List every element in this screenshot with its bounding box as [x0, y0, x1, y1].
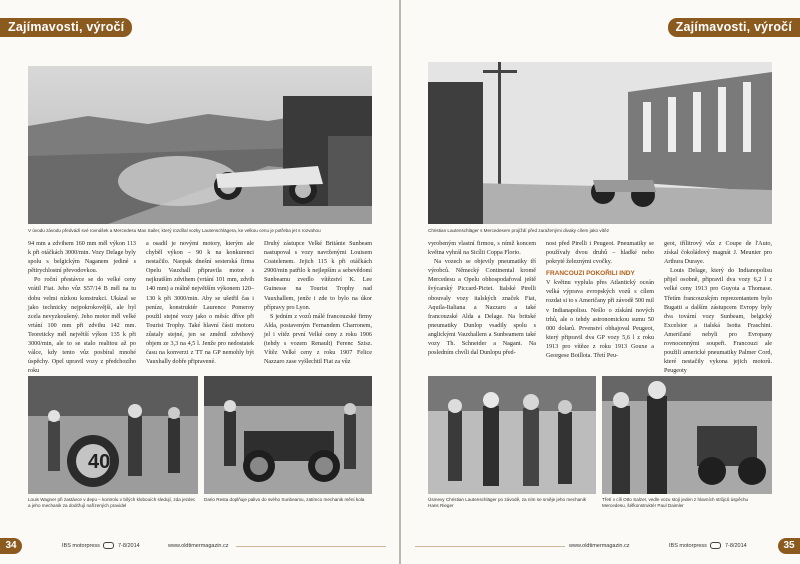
paragraph: 94 mm a zdvihem 160 mm měl výkon 113 k při otáčkách 3000/min. Vozy Delage byly spolu s belgickým Naganem jediné s pětirychlostní převodovkou.	[28, 241, 136, 275]
photo-caption: Louis Wagner při zastávce v depu – kontrolu v bílých klobouích sledují, zda jezdec a jeho mechanik za dodržují nařízených pravidel	[28, 497, 196, 508]
svg-text:40: 40	[88, 451, 111, 473]
magazine-name: IBS motorpress	[669, 543, 707, 549]
text-column-1	[428, 240, 536, 358]
refuel-photo	[204, 376, 372, 494]
photo-caption: V úvodu závodu předvádí své rovnášek a Mercedesu Max Sailer, který rozdílal vozky Lautenschlägera, ke velkou cenu je potřeba jet s rozvahou	[28, 228, 321, 233]
footer-magazine	[62, 538, 140, 554]
paragraph: Druhý zástupce Velké Británie Sunbeam nastupoval s vozy navrženými Louisem Coatelenem. Jejich 115 k při otáčkách 2900/min patřilo k nejlepším a sebevědomí Sunbeamu zvedlo vítězství K. Lee Guinesse na Tourist Trophy nad Vauxhallem, jenže i zde to bylo na úkor přípravy pro Lyon.	[264, 241, 372, 311]
text-column-2	[546, 240, 654, 361]
magazine-name: IBS motorpress	[62, 543, 100, 549]
text-column-2	[146, 240, 254, 367]
page-number: 35	[778, 538, 800, 554]
divider	[415, 546, 565, 547]
paragraph: vyrobeným vlastní firmou, s nímž koncem května vyhrál na Sicílii Coppa Florio.	[428, 241, 536, 257]
divider	[236, 546, 386, 547]
text-column-3	[264, 240, 372, 367]
motorcycle-icon	[103, 542, 114, 549]
finish-line-photo	[428, 62, 772, 224]
paragraph: Po roční přestávce se do velké ceny vrátil Fiat. Jeho vůz S57/14 B měl na tu dobu velmi nízkou konstrukci. Ukázal se jako technicky nejpokrokovější, ale byl zcela nevyzkoušený. Jeho motor měl velké vrtání 100 mm při zdvihu 142 mm. Teoreticky měl největší výkon 135 k při 3000/min, ale to se stalo realitou až po válce, kdy tento vůz posbíral mnohé úspěchy. Opel upravil vozy z předchozího roku	[28, 277, 136, 375]
left-page	[0, 0, 399, 564]
paragraph: geot, třílitrový vůz z Coupe de l'Auto, získal čokoládový magnát J. Meunier pro Arthura Duraye.	[664, 241, 772, 266]
photo-caption: Třetí v cíli Otto Salzer, vedle vozu stojí jeden z hlavních strůjců úspěchu Mercedesu, šéfkonstruktér Paul Daimler	[602, 497, 749, 508]
winner-crew-photo	[428, 376, 596, 494]
paragraph: Louis Delage, který do Indianopolisu přijel osobně, připravil dva vozy 6,2 l z velké ceny 1913 pro Guyota a Thomase. Třetím francouzským reprezentantem bylo Bugatti a dalším zástupcem Evropy byly dva tovární vozy Sunbeam, belgický Excelsior a italská Isotta Fraschini. Američané nebyli pro Evropany rovnocennými soupeři. Francouzi ale použili americké pneumatiky Palmer Cord, které nestačily vykona jejich motorů. Peugeoty	[664, 268, 772, 375]
section-tag: Zajímavosti, výročí	[668, 18, 800, 37]
footer-magazine	[669, 538, 747, 554]
photo-caption: Úsmevy Christian Lautenschläger po závodě, za ním se směje jeho mechanik Hans Rieger	[428, 497, 587, 508]
text-column-3	[664, 240, 772, 376]
paragraph: V květnu vyplula přes Atlantický oceán velká výprava evropských vozů s cílem rozdat si to s Američany při závodě 500 mil v Indianapolisu. Nešlo o získání nových trhů, ale o tehdy astronomickou sumu 50 000 dolarů. Prvenství obhajoval Peugeot, který připravil dva GP vozy 5,6 l z roku 1913 pro vítěze z roku 1913 Gouxe a Georgese Boillota. Třetí Peu-	[546, 280, 654, 360]
third-place-photo	[602, 376, 772, 494]
photo-caption: Dario Resta doplňuje palivo do svého Sunbeamu, zatímco mechanik mění kola	[204, 497, 365, 502]
section-tag: Zajímavosti, výročí	[0, 18, 132, 37]
page-number: 34	[0, 538, 22, 554]
paragraph: a osadil je novými motory, kterým ale chyběl výkon – 90 k na konkurenci nestačilo. Naopak dnešní sesterská firma Opelu Vauxhall připravila motor s nejkratším zdvihem (vrtání 101 mm, zdvih 140 mm) a reálně největším výkonem 120–130 k při 3000/min. Aby se ušetřil čas i peníze, konstruktér Laurence Pomeroy použil stejné vozy jako o měsíc dříve při Tourist Trophy. Také hlavní části motoru zůstaly stejné, jen se změnil zdvihový objem ze 3,3 na 4,5 l. Jenže pro nedostatek času na konverzi z TT na GP nemohly být Vauxhally dobře připravené.	[146, 241, 254, 366]
issue-number: 7-8/2014	[724, 543, 747, 549]
subheading: FRANCOUZI POKOŘILI INDY	[546, 270, 635, 278]
footer-web[interactable]: www.oldtimermagazin.cz	[569, 543, 630, 549]
paragraph: Na vozech se objevily pneumatiky tří výrobců. Německý Continental kromě Mercedesu a Opelu obhospodařoval ještě švýcarský Piccard-Pictet. Italské Pirelli obouvaly vozy italských značek Fiat, Aquila-Italiana a Nazzaro a také francouzské Alda a Delage. Na britské pneumatiky Dunlop vsadily spolu s anglickými Vauxhallem a Sunbeamem také vozy Th. Schneider a Nagant. Na posledním chvíli dal Dunlopu před-	[428, 259, 536, 357]
photo-caption: Christian Lautenschläger s Mercedesem projíždí před zaraženými divaky cílem jako vítěz	[428, 228, 610, 233]
paragraph: S jedním z vozů málé francouzské firmy Alda, postaveným Fernandem Charronem, jel i vítěz první Velké ceny z roku 1906 (tehdy s vozem Renault) Ferenc Szisz. Vítěz Velké ceny z roku 1907 Felice Nazzaro zase vyšlechtil Fiat za vůz	[264, 313, 372, 366]
pit-stop-photo	[28, 376, 198, 494]
paragraph: nost před Pirelli i Peugeot. Pneumatiky se používaly dvou druhů – hladké nebo pokryté železnými cvočky.	[546, 241, 654, 266]
motorcycle-icon	[710, 542, 721, 549]
footer-web[interactable]: www.oldtimermagazin.cz	[168, 543, 229, 549]
race-photo-dust	[28, 66, 372, 224]
text-column-1	[28, 240, 136, 376]
issue-number: 7-8/2014	[117, 543, 140, 549]
right-page	[401, 0, 800, 564]
